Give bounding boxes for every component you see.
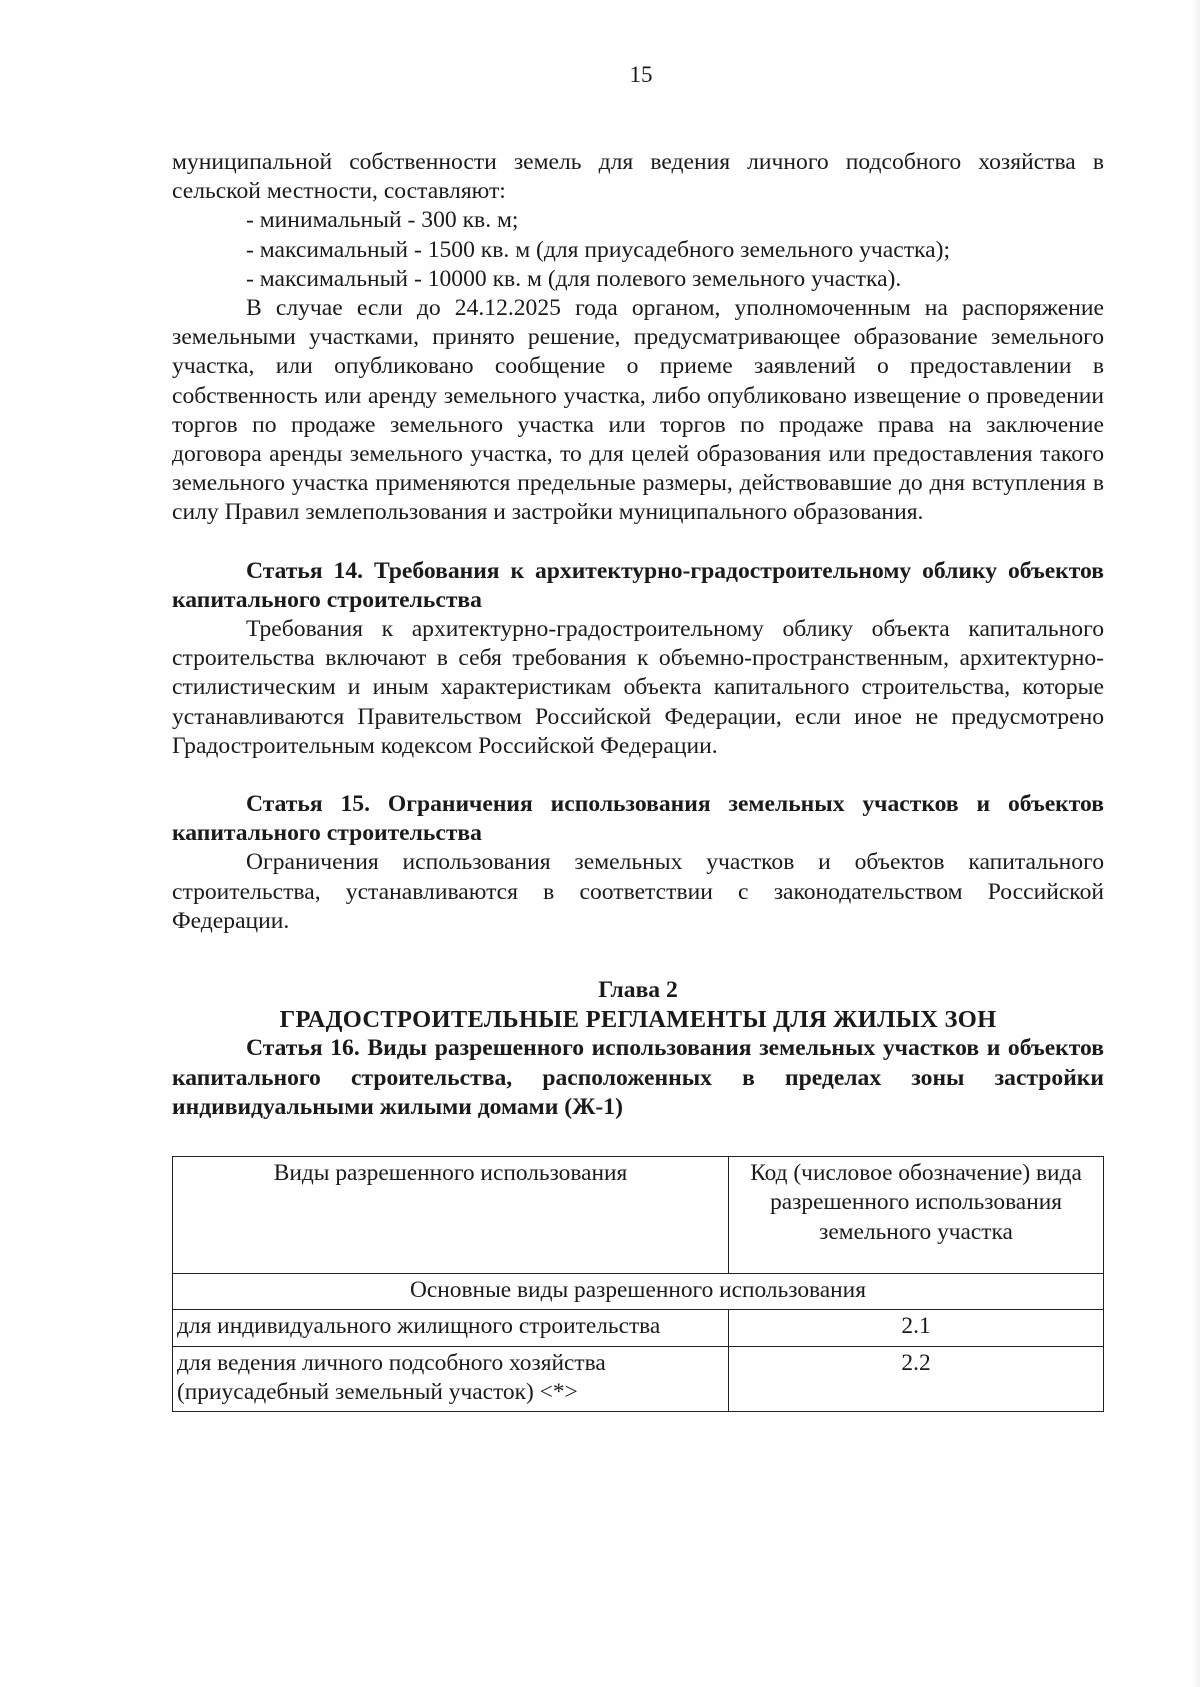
table-section-row [173, 1274, 1104, 1310]
chapter-title: ГРАДОСТРОИТЕЛЬНЫЕ РЕГЛАМЕНТЫ ДЛЯ ЖИЛЫХ ЗОН [279, 1006, 997, 1034]
list-item: - максимальный - 1500 кв. м (для приусадебного земельного участка); [246, 236, 951, 263]
article-15-text: Ограничения использования земельных участков и объектов капитального строительства, устанавливаются в соответствии с законодательством Российской Федерации. [172, 849, 1104, 934]
scan-edge-shadow [1192, 0, 1200, 1687]
table-header-code: Код (числовое обозначение) вида разрешенного использования земельного участка [729, 1157, 1104, 1274]
chapter-label: Глава 2 [598, 977, 678, 1004]
table-section-label: Основные виды разрешенного использования [173, 1274, 1104, 1310]
list-item: - максимальный - 10000 кв. м (для полевого земельного участка). [246, 265, 902, 292]
table-cell-code: 2.1 [729, 1310, 1104, 1346]
table-cell-use-name: для ведения личного подсобного хозяйства (приусадебный земельный участок) <*> [173, 1346, 729, 1411]
article-14-text: Требования к архитектурно-градостроительному облику объекта капитального строительства включают в себя требования к объемно-пространственным, архитектурно-стилистическим и иным характеристикам объекта капитального строительства, которые устанавливаются Правительством Российской Федерации, если иное не предусмотрено Градостроительным кодексом Российской Федерации. [172, 616, 1104, 759]
table-header-use-types: Виды разрешенного использования [173, 1157, 729, 1274]
paragraph-continued: муниципальной собственности земель для ведения личного подсобного хозяйства в сельской местности, составляют: [172, 149, 1104, 205]
table-cell-code: 2.2 [729, 1346, 1104, 1411]
article-15-title: Статья 15. Ограничения использования земельных участков и объектов капитального строительства [172, 791, 1104, 847]
table-row [173, 1310, 1104, 1346]
permitted-use-table [172, 1156, 1104, 1412]
table-cell-use-name: для индивидуального жилищного строительства [173, 1310, 729, 1346]
table-header-row [173, 1157, 1104, 1274]
document-body [172, 148, 1104, 1412]
article-14-title: Статья 14. Требования к архитектурно-градостроительному облику объектов капитального строительства [172, 557, 1104, 613]
table-row [173, 1346, 1104, 1411]
paragraph-transition: В случае если до 24.12.2025 года органом, уполномоченным на распоряжение земельными участками, принято решение, предусматривающее образование земельного участка, или опубликовано сообщение о приеме заявлений о предоставлении в собственность или аренду земельного участка, либо опубликовано извещение о проведении торгов по продаже земельного участка или торгов по продаже права на заключение договора аренды земельного участка, то для целей образования или предоставления такого земельного участка применяются предельные размеры, действовавшие до дня вступления в силу Правил землепользования и застройки муниципального образования. [172, 295, 1104, 526]
page-number: 15 [629, 62, 653, 87]
list-item: - минимальный - 300 кв. м; [246, 207, 519, 234]
article-16-title: Статья 16. Виды разрешенного использования земельных участков и объектов капитального строительства, расположенных в пределах зоны застройки индивидуальными жилыми домами (Ж-1) [172, 1035, 1104, 1120]
